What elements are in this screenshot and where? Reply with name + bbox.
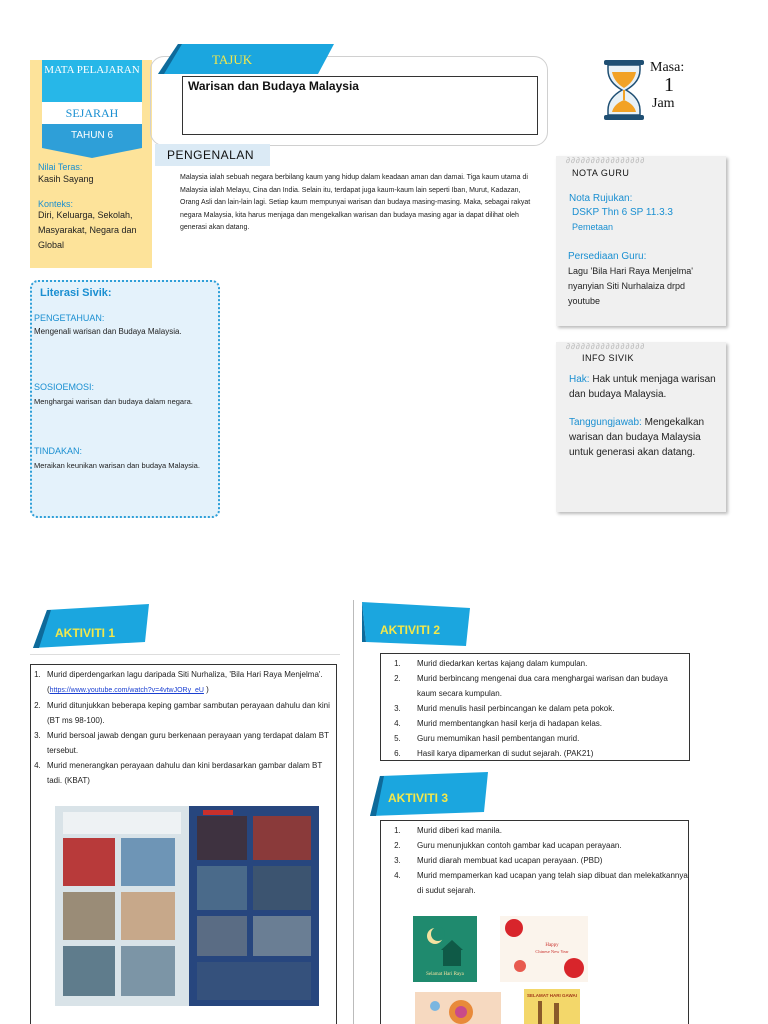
column-divider [353,600,354,1024]
masa-unit: Jam [652,96,675,111]
topic-title: Warisan dan Budaya Malaysia [188,79,359,93]
aktiviti-2-list [381,656,689,761]
tindakan-label: TINDAKAN: [34,446,83,456]
pengenalan-body: Malaysia ialah sebuah negara berbilang kaum yang hidup dalam keadaan aman dan damai. Tiga kaum utama di Malaysia ialah Melayu, Cina dan India. Selain itu, terdapat juga kaum-kaum lain seperti Iban, Murut, Kadazan, Orang Asli dan lain-lain lagi. Setiap kaum mempunyai warisan dan budaya masing-masing. Maka, sebagai rakyat negara Malaysia, kita harus menjaga dan mengekalkan warisan dan budaya masing agar ia dapat dilihat oleh generasi akan datang. [180,174,531,232]
tanggungjawab-text [569,415,724,460]
spiral-decoration: ∂∂∂∂∂∂∂∂∂∂∂∂∂∂∂∂ [566,342,646,351]
aktiviti-3-item: 1. Murid diberi kad manila. [403,823,688,838]
aktiviti-3-label: AKTIVITI 3 [388,791,449,805]
aktiviti-2-item: 2. Murid berbincang mengenai dua cara menghargai warisan dan budaya kaum secara kumpulan. [403,671,689,701]
aktiviti-1-item: 4. Murid menerangkan perayaan dahulu dan kini berdasarkan gambar dalam BT tadi. (KBAT) [43,758,336,788]
pengetahuan-label: PENGETAHUAN: [34,313,105,323]
aktiviti-2-item: 5. Guru memumikan hasil pembentangan murid. [403,731,689,746]
aktiviti-2-banner [362,602,472,646]
literasi-title: Literasi Sivik: [40,287,112,299]
cny-card-image [500,916,588,982]
aktiviti-2-item: 3. Murid menulis hasil perbincangan ke dalam peta pokok. [403,701,689,716]
nota-rujukan-value: DSKP Thn 6 SP 11.3.3 [572,207,673,218]
tanggungjawab-value: Mengekalkan warisan dan budaya Malaysia untuk generasi akan datang. [569,417,705,458]
tanggungjawab-label: Tanggungjawab: [569,417,642,428]
nilai-label: Nilai Teras: [38,162,83,172]
aktiviti-3-banner [370,772,490,816]
pengetahuan-value: Mengenali warisan dan Budaya Malaysia. [34,327,182,336]
masa-label: Masa: [650,60,685,75]
aktiviti-1-item: 3. Murid bersoal jawab dengan guru berkenaan perayaan yang terdapat dalam BT tersebut. [43,728,336,758]
gawai-card-text: SELAMAT HARI GAWAI [527,993,577,998]
aktiviti-3-item: 4. Murid mempamerkan kad ucapan yang telah siap dibuat dan melekatkannya di sudut sejarah. [403,868,688,898]
aktiviti-3-item: 2. Guru menunjukkan contoh gambar kad ucapan perayaan. [403,838,688,853]
aktiviti-2-item: 6. Hasil karya dipamerkan di sudut sejarah. (PAK21) [403,746,689,761]
konteks-label: Konteks: [38,199,74,209]
aktiviti-1-label: AKTIVITI 1 [55,626,116,640]
hourglass-icon [598,60,650,120]
tajuk-label: TAJUK [212,52,253,67]
hak-text [569,372,724,402]
hak-label: Hak: [569,374,590,385]
youtube-link[interactable]: https://www.youtube.com/watch?v=4vtwJORy_eU [49,687,204,694]
aktiviti-3-list [381,823,688,898]
aktiviti-1-banner [33,604,153,648]
nilai-value: Kasih Sayang [38,174,94,184]
masa-value: 1 [664,74,674,96]
sosioemosi-value: Menghargai warisan dan budaya dalam negara. [34,397,193,406]
nota-guru-card [556,156,726,326]
cny-card-text-b: Chinese New Year [535,949,569,954]
info-sivik-card [556,342,726,512]
nota-rujukan-label: Nota Rujukan: [569,193,633,204]
textbook-photo [55,806,319,1006]
persediaan-label: Persediaan Guru: [568,251,647,262]
persediaan-value: Lagu 'Bila Hari Raya Menjelma' nyanyian Siti Nurhalaiza drpd youtube [568,266,693,306]
pengenalan-heading-text: PENGENALAN [167,148,255,162]
subject-year: TAHUN 6 [42,124,142,148]
subject-panel [30,60,152,268]
raya-card-text: Selamat Hari Raya [426,972,464,977]
raya-card-image [413,916,477,982]
deepavali-card-image [415,992,501,1024]
nota-guru-title: NOTA GURU [572,168,630,178]
info-sivik-title: INFO SIVIK [582,353,635,363]
aktiviti-1-list [31,667,336,788]
aktiviti-2-item: 1. Murid diedarkan kertas kajang dalam kumpulan. [403,656,689,671]
gawai-card-image [524,989,580,1024]
chevron-decoration [42,148,142,158]
subject-heading: MATA PELAJARAN [42,60,142,102]
aktiviti-2-box [380,653,690,761]
aktiviti-2-item: 4. Murid membentangkan hasil kerja di hadapan kelas. [403,716,689,731]
hak-value: Hak untuk menjaga warisan dan budaya Malaysia. [569,374,716,400]
literasi-sivik-panel [30,280,220,518]
aktiviti-1-item: 1. Murid diperdengarkan lagu daripada Siti Nurhaliza, 'Bila Hari Raya Menjelma'. (https://www.youtube.com/watch?v=4vtwJORy_eU ) [43,667,336,698]
cny-card-text-a: Happy [545,943,559,948]
subject-name: SEJARAH [42,102,142,124]
section-divider [30,654,340,655]
konteks-value: Diri, Keluarga, Sekolah, Masyarakat, Negara dan Global [38,210,137,250]
sosioemosi-label: SOSIOEMOSI: [34,382,95,392]
tajuk-tab [158,44,334,74]
aktiviti-2-label: AKTIVITI 2 [380,623,441,637]
aktiviti-3-item: 3. Murid diarah membuat kad ucapan perayaan. (PBD) [403,853,688,868]
aktiviti-1-item: 2. Murid ditunjukkan beberapa keping gambar sambutan perayaan dahulu dan kini (BT ms 98-100). [43,698,336,728]
pengenalan-heading [155,144,270,166]
nota-rujukan-value2: Pemetaan [572,222,614,232]
tindakan-value: Meraikan keunikan warisan dan budaya Malaysia. [34,461,200,470]
spiral-decoration: ∂∂∂∂∂∂∂∂∂∂∂∂∂∂∂∂ [566,156,646,165]
